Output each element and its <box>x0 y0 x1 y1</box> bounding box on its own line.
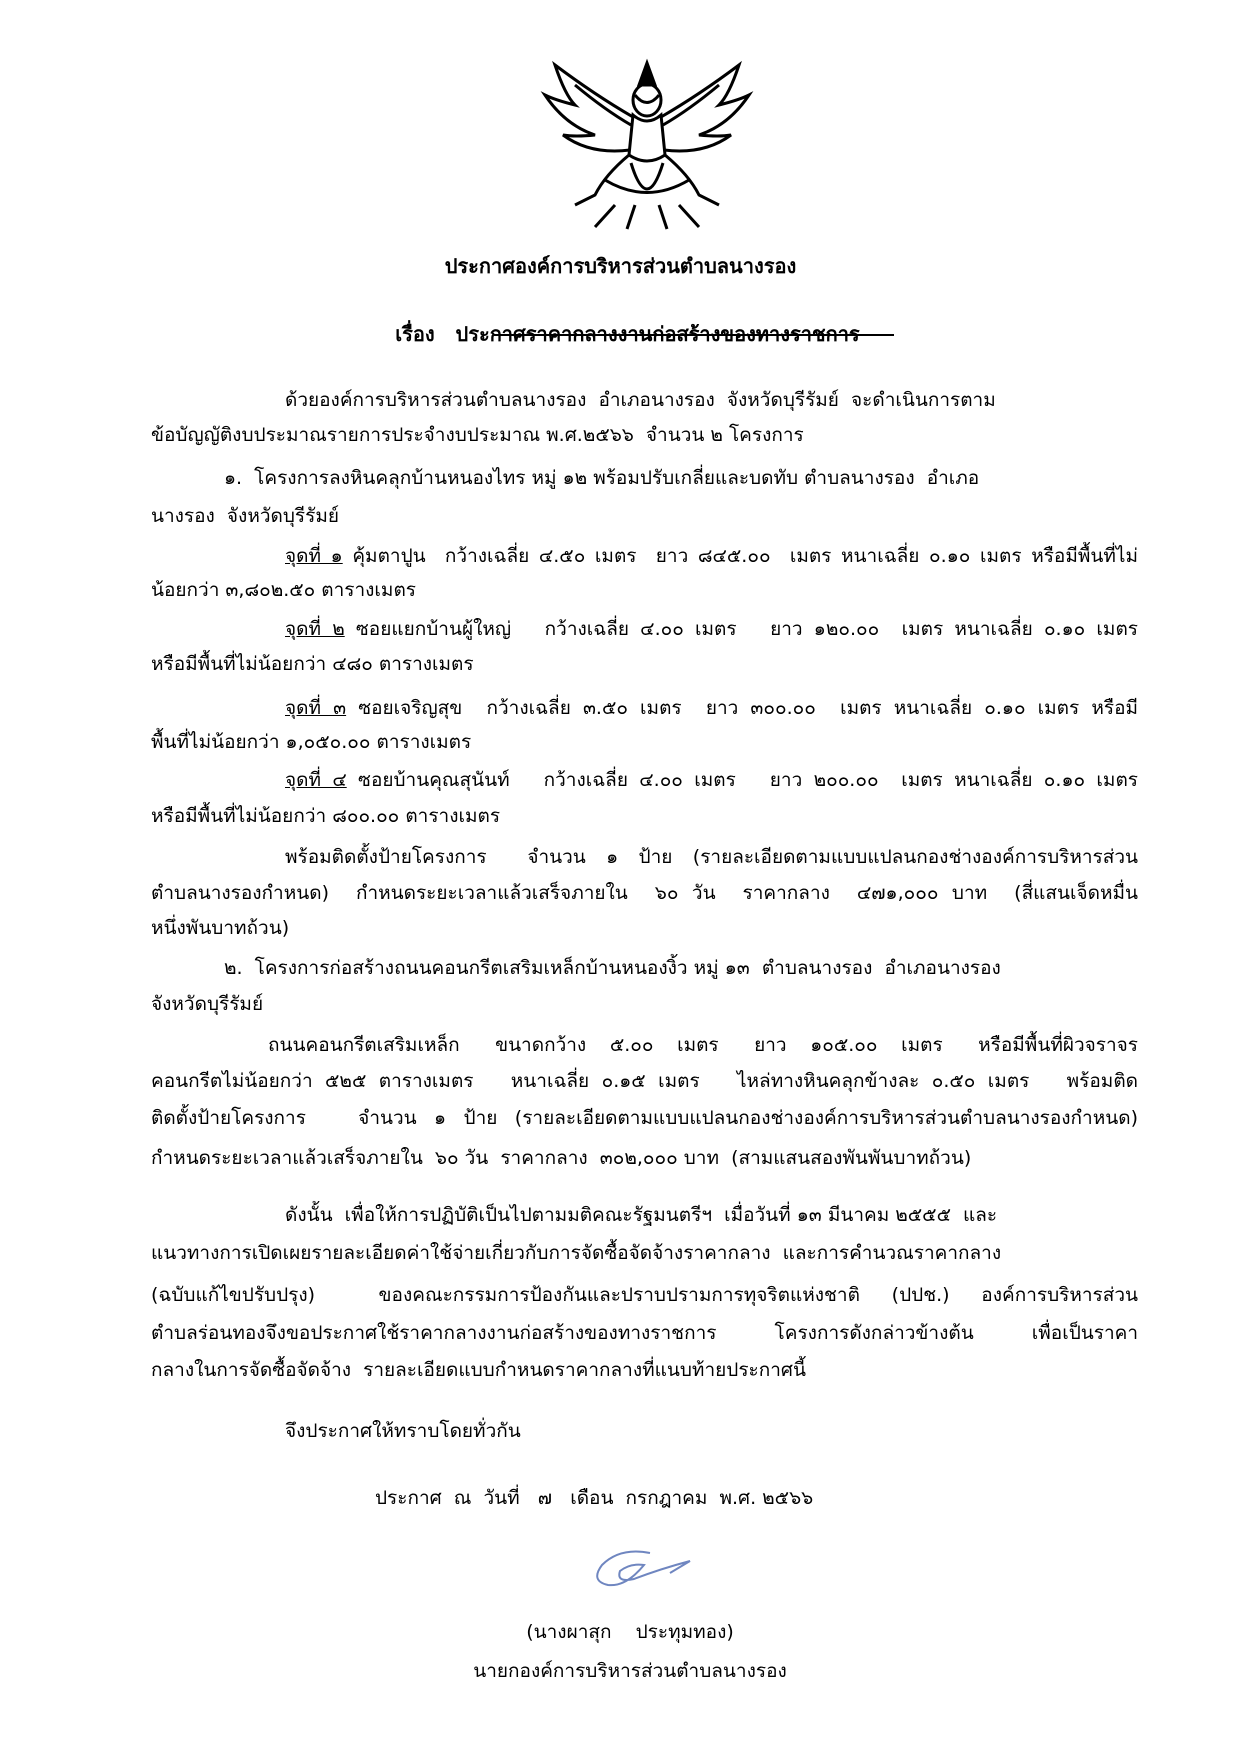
point-text: ซอยแยกบ้านผู้ใหญ่ กว้างเฉลี่ย ๔.๐๐ เมตร ยาว ๑๒๐.๐๐ เมตร หนาเฉลี่ย ๐.๑๐ เมตร <box>344 618 1138 640</box>
project1-line-2: นางรอง จังหวัดบุรีรัมย์ <box>151 505 339 527</box>
subject-text: ประกาศราคากลางงานก่อสร้างของทางราชการ <box>455 322 860 346</box>
conclusion-line-5: กลางในการจัดซื้อจัดจ้าง รายละเอียดแบบกำหนดราคากลางที่แนบท้ายประกาศนี้ <box>151 1359 806 1381</box>
project2-line-2: จังหวัดบุรีรัมย์ <box>151 993 264 1015</box>
point-4 <box>285 764 1138 796</box>
point-text: ซอยบ้านคุณสุนันท์ กว้างเฉลี่ย ๔.๐๐ เมตร ยาว ๒๐๐.๐๐ เมตร หนาเฉลี่ย ๐.๑๐ เมตร <box>346 769 1138 791</box>
garuda-emblem <box>535 55 760 233</box>
project2-detail-4: กำหนดระยะเวลาแล้วเสร็จภายใน ๖๐ วัน ราคากลาง ๓๐๒,๐๐๐ บาท (สามแสนสองพันพันบาทถ้วน) <box>151 1147 972 1169</box>
conclusion-line-1: ดังนั้น เพื่อให้การปฏิบัติเป็นไปตามมติคณะรัฐมนตรีฯ เมื่อวันที่ ๑๓ มีนาคม ๒๕๕๕ และ <box>285 1204 998 1226</box>
point-1-cont: น้อยกว่า ๓,๘๐๒.๕๐ ตารางเมตร <box>151 579 416 601</box>
project1-sign-line-1: พร้อมติดตั้งป้ายโครงการ จำนวน ๑ ป้าย (รายละเอียดตามแบบแปลนกองช่างองค์การบริหารส่วน <box>285 846 1138 868</box>
point-label: จุดที่ ๒ <box>285 618 345 640</box>
project1-line-1: ๑. โครงการลงหินคลุกบ้านหนองไทร หมู่ ๑๒ พร้อมปรับเกลี่ยและบดทับ ตำบลนางรอง อำเภอ <box>224 467 980 489</box>
point-label: จุดที่ ๔ <box>285 769 347 791</box>
point-3-cont: พื้นที่ไม่น้อยกว่า ๑,๐๕๐.๐๐ ตารางเมตร <box>151 731 472 753</box>
handwritten-signature <box>590 1545 700 1605</box>
project2-line-1: ๒. โครงการก่อสร้างถนนคอนกรีตเสริมเหล็กบ้านหนองงิ้ว หมู่ ๑๓ ตำบลนางรอง อำเภอนางรอง <box>224 957 1001 979</box>
point-4-cont: หรือมีพื้นที่ไม่น้อยกว่า ๘๐๐.๐๐ ตารางเมตร <box>151 805 501 827</box>
project2-detail-2: คอนกรีตไม่น้อยกว่า ๕๒๕ ตารางเมตร หนาเฉลี่ย ๐.๑๕ เมตร ไหล่ทางหินคลุกข้างละ ๐.๕๐ เมตร พร้อมติด <box>151 1070 1138 1092</box>
announcement-date: ประกาศ ณ วันที่ ๗ เดือน กรกฎาคม พ.ศ. ๒๕๖๖ <box>375 1487 814 1509</box>
point-2-cont: หรือมีพื้นที่ไม่น้อยกว่า ๔๘๐ ตารางเมตร <box>151 653 474 675</box>
project2-detail-1: ถนนคอนกรีตเสริมเหล็ก ขนาดกว้าง ๕.๐๐ เมตร ยาว ๑๐๕.๐๐ เมตร หรือมีพื้นที่ผิวจราจร <box>268 1034 1138 1056</box>
conclusion-line-4: ตำบลร่อนทองจึงขอประกาศใช้ราคากลางงานก่อสร้างของทางราชการ โครงการดังกล่าวข้างต้น เพื่อเป็นราคา <box>151 1322 1138 1344</box>
point-label: จุดที่ ๓ <box>285 697 347 719</box>
project1-sign-line-2: ตำบลนางรองกำหนด) กำหนดระยะเวลาแล้วเสร็จภายใน ๖๐ วัน ราคากลาง ๔๗๑,๐๐๐ บาท (สี่แสนเจ็ดหมื่น <box>151 882 1138 904</box>
intro-line-1: ด้วยองค์การบริหารส่วนตำบลนางรอง อำเภอนางรอง จังหวัดบุรีรัมย์ จะดำเนินการตาม <box>285 389 996 411</box>
title-separator <box>494 334 894 336</box>
subject-line <box>0 286 1241 350</box>
point-text: คุ้มตาปูน กว้างเฉลี่ย ๔.๕๐ เมตร ยาว ๘๔๕.๐๐ เมตร หนาเฉลี่ย ๐.๑๐ เมตร หรือมีพื้นที่ไม่ <box>342 545 1138 567</box>
subject-label: เรื่อง <box>395 322 435 346</box>
signatory-name: (นางผาสุก ประทุมทอง) <box>526 1621 734 1643</box>
point-label: จุดที่ ๑ <box>285 545 343 567</box>
conclusion-line-3: (ฉบับแก้ไขปรับปรุง) ของคณะกรรมการป้องกันและปราบปรามการทุจริตแห่งชาติ (ปปช.) องค์การบริหารส่วน <box>151 1284 1138 1306</box>
point-3 <box>285 692 1138 724</box>
point-text: ซอยเจริญสุข กว้างเฉลี่ย ๓.๕๐ เมตร ยาว ๓๐๐.๐๐ เมตร หนาเฉลี่ย ๐.๑๐ เมตร หรือมี <box>346 697 1139 719</box>
project2-detail-3: ติดตั้งป้ายโครงการ จำนวน ๑ ป้าย (รายละเอียดตามแบบแปลนกองช่างองค์การบริหารส่วนตำบลนางรองกำหนด) <box>151 1107 1138 1129</box>
signatory-position: นายกองค์การบริหารส่วนตำบลนางรอง <box>473 1660 787 1682</box>
point-2 <box>285 613 1138 645</box>
project1-sign-line-3: หนึ่งพันบาทถ้วน) <box>151 917 290 939</box>
conclusion-line-2: แนวทางการเปิดเผยรายละเอียดค่าใช้จ่ายเกี่ยวกับการจัดซื้อจัดจ้างราคากลาง และการคำนวณราคากลาง <box>151 1242 1002 1264</box>
document-title: ประกาศองค์การบริหารส่วนตำบลนางรอง <box>444 254 797 278</box>
intro-line-2: ข้อบัญญัติงบประมาณรายการประจำงบประมาณ พ.ศ.๒๕๖๖ จำนวน ๒ โครงการ <box>151 424 804 446</box>
announce-line: จึงประกาศให้ทราบโดยทั่วกัน <box>285 1420 521 1442</box>
point-1 <box>285 540 1138 572</box>
